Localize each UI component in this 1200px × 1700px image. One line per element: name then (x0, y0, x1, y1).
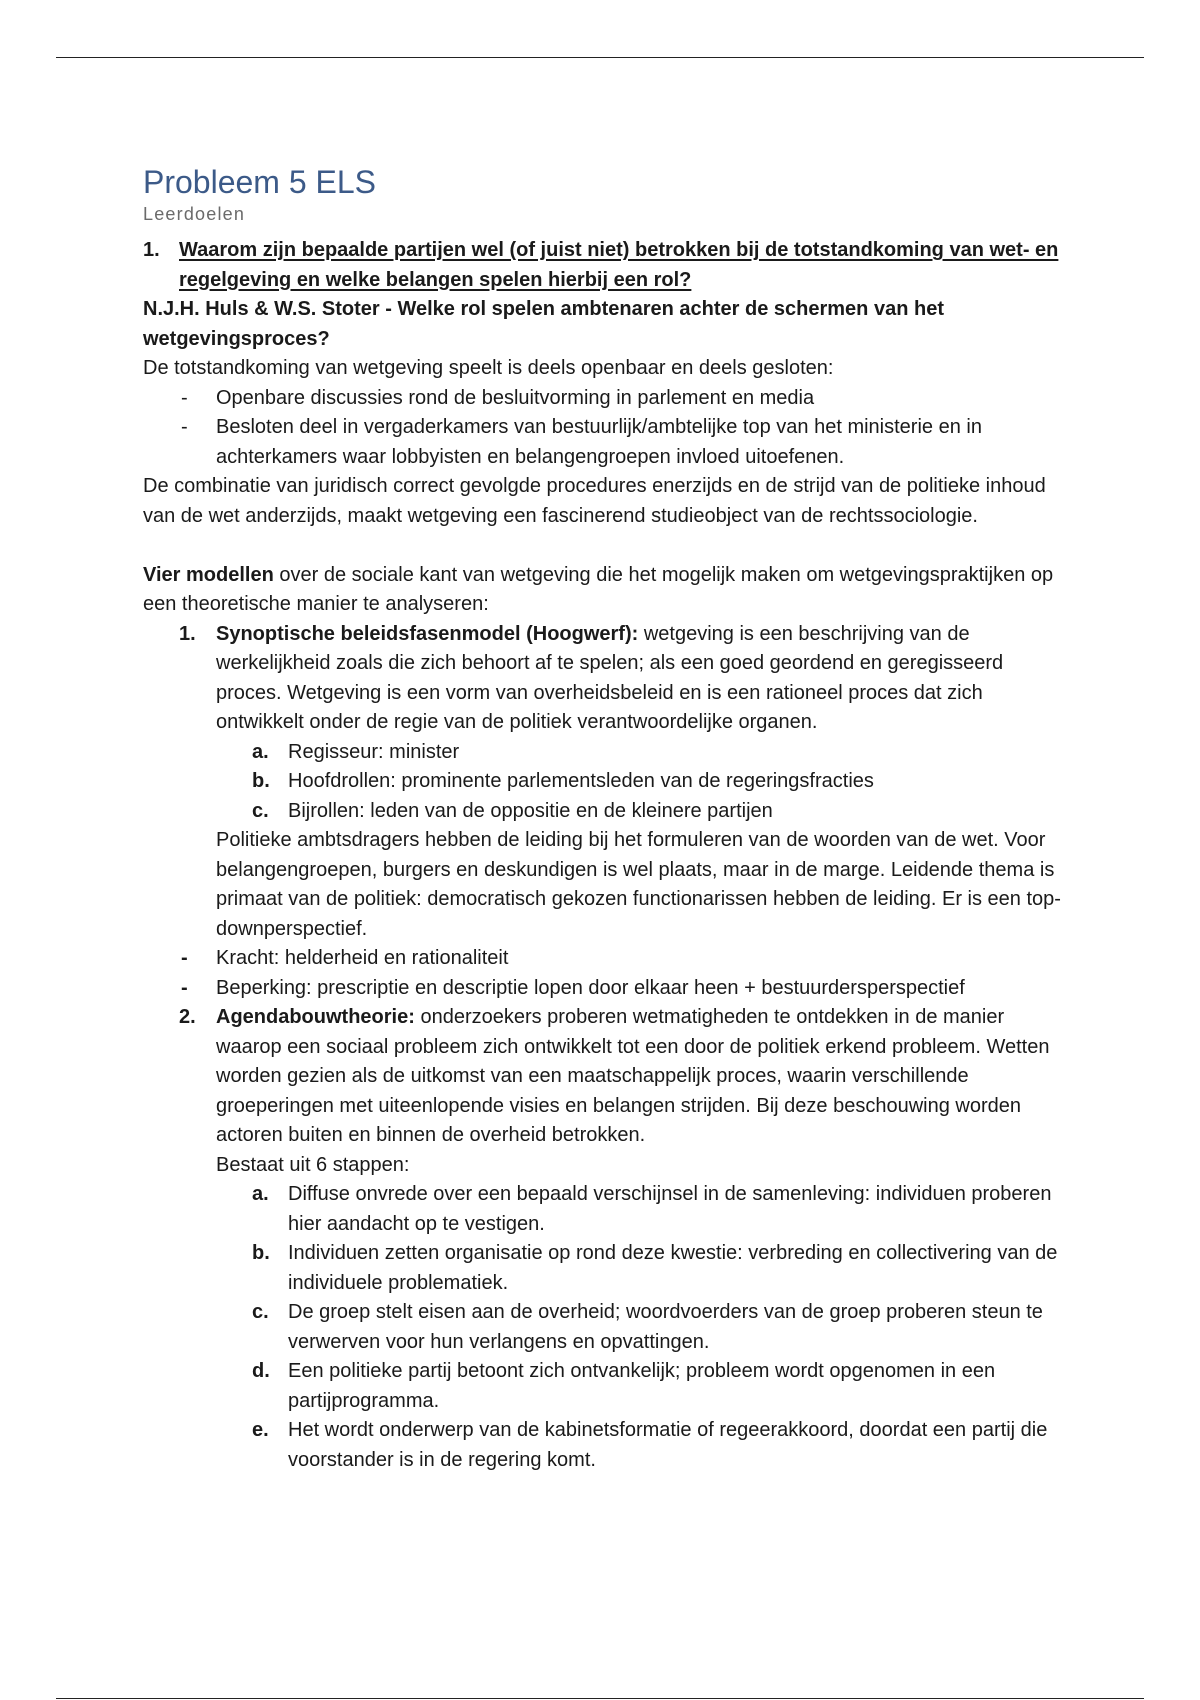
limitation-text: Beperking: prescriptie en descriptie lopen door elkaar heen + bestuurdersperspectief (216, 976, 965, 999)
source-heading: N.J.H. Huls & W.S. Stoter - Welke rol spelen ambtenaren achter de schermen van het wetgevingsproces? (143, 298, 944, 350)
document-title: Probleem 5 ELS (143, 164, 377, 200)
model-1-strength (143, 944, 1063, 974)
sub-item-text: Regisseur: minister (288, 740, 460, 763)
document-subtitle: Leerdoelen (143, 204, 246, 224)
model-1 (143, 620, 1063, 738)
dash-bullet: - (181, 416, 188, 438)
sub-item-text: Individuen zetten organisatie op rond deze kwestie: verbreding en collectivering van de individuele problematiek. (288, 1242, 1058, 1294)
model-1-number: 1. (179, 622, 196, 645)
model-2-step-c (143, 1298, 1063, 1357)
model-2-text: onderzoekers proberen wetmatigheden te ontdekken in de manier waarop een sociaal probleem zich ontwikkelt tot een door de politiek erkend probleem. Wetten worden gezien als de uitkomst van een maatschappelijk proces, waarin verschillende groeperingen met uiteenlopende visies en belangen strijden. Bij deze beschouwing worden actoren buiten en binnen de overheid betrokken. (216, 1006, 1050, 1146)
models-intro (143, 561, 1063, 620)
list-item (143, 384, 1063, 414)
sub-item-letter: d. (252, 1360, 270, 1382)
list-item-text: Openbare discussies rond de besluitvorming in parlement en media (216, 386, 815, 409)
model-1-limitation (143, 974, 1063, 1004)
intro-paragraph: De totstandkoming van wetgeving speelt is deels openbaar en deels gesloten: (143, 357, 834, 379)
model-1-role-c (143, 797, 1063, 827)
dash-bullet: - (181, 386, 188, 409)
footer-rule (56, 1698, 1144, 1699)
sub-item-text: Een politieke partij betoont zich ontvankelijk; probleem wordt opgenomen in een partijprogramma. (288, 1360, 996, 1412)
sub-item-text: Diffuse onvrede over een bepaald verschijnsel in de samenleving: individuen proberen hier aandacht op te vestigen. (288, 1183, 1052, 1235)
document-page (143, 162, 1063, 1475)
learning-goal-question (143, 236, 1063, 295)
dash-bullet: - (181, 976, 188, 999)
model-1-after-text: Politieke ambtsdragers hebben de leiding bij het formuleren van de woorden van de wet. Voor belangengroepen, burgers en deskundigen is wel plaats, maar in de marge. Leidende thema is primaat van de politiek: democratisch gekozen functionarissen hebben de leiding. Er is een top-downperspectief. (216, 829, 1061, 940)
sub-item-text: Bijrollen: leden van de oppositie en de kleinere partijen (288, 799, 773, 822)
models-intro-bold: Vier modellen (143, 563, 274, 586)
model-2-step-e (143, 1416, 1063, 1475)
model-2-step-b (143, 1239, 1063, 1298)
model-2 (143, 1003, 1063, 1151)
question-number: 1. (143, 239, 160, 261)
dash-bullet: - (181, 947, 188, 969)
list-item-text: Besloten deel in vergaderkamers van bestuurlijk/ambtelijke top van het ministerie en in achterkamers waar lobbyisten en belangengroepen invloed uitoefenen. (216, 416, 982, 468)
sub-item-letter: a. (252, 1183, 269, 1205)
sub-item-letter: c. (252, 1301, 269, 1323)
sub-item-letter: e. (252, 1419, 269, 1441)
sub-item-letter: c. (252, 799, 269, 822)
model-2-number: 2. (179, 1006, 196, 1028)
model-2-step-a (143, 1180, 1063, 1239)
paragraph-spacer (143, 531, 1063, 561)
header-rule (56, 57, 1144, 58)
sub-item-letter: b. (252, 1242, 270, 1264)
combination-paragraph: De combinatie van juridisch correct gevolgde procedures enerzijds en de strijd van de politieke inhoud van de wet anderzijds, maakt wetgeving een fascinerend studieobject van de rechtssociologie. (143, 475, 1046, 527)
model-2-step-d (143, 1357, 1063, 1416)
question-text: Waarom zijn bepaalde partijen wel (of juist niet) betrokken bij de totstandkoming van wet- en regelgeving en welke belangen spelen hierbij een rol? (179, 239, 1059, 291)
model-1-role-b (143, 767, 1063, 797)
model-1-text: wetgeving is een beschrijving van de werkelijkheid zoals die zich behoort af te spelen; als een goed geordend en geregisseerd proces. Wetgeving is een vorm van overheidsbeleid en is een rationeel proces dat zich ontwikkelt onder de regie van de politiek verantwoordelijke organen. (216, 622, 1004, 733)
strength-text: Kracht: helderheid en rationaliteit (216, 947, 509, 969)
sub-item-text: De groep stelt eisen aan de overheid; woordvoerders van de groep proberen steun te verwerven voor hun verlangens en opvattingen. (288, 1301, 1043, 1353)
sub-item-letter: b. (252, 770, 270, 792)
intro-bullet-list (143, 384, 1063, 473)
model-1-name: Synoptische beleidsfasenmodel (Hoogwerf): (216, 622, 639, 645)
sub-item-text: Hoofdrollen: prominente parlementsleden van de regeringsfracties (288, 770, 874, 792)
model-2-name: Agendabouwtheorie: (216, 1006, 415, 1028)
sub-item-text: Het wordt onderwerp van de kabinetsformatie of regeerakkoord, doordat een partij die voorstander is in de regering komt. (288, 1419, 1048, 1471)
list-item (143, 413, 1063, 472)
models-intro-rest: over de sociale kant van wetgeving die het mogelijk maken om wetgevingspraktijken op een theoretische manier te analyseren: (143, 563, 1054, 615)
model-1-role-a (143, 738, 1063, 768)
sub-item-letter: a. (252, 740, 269, 763)
model-2-steps-intro: Bestaat uit 6 stappen: (216, 1153, 410, 1176)
